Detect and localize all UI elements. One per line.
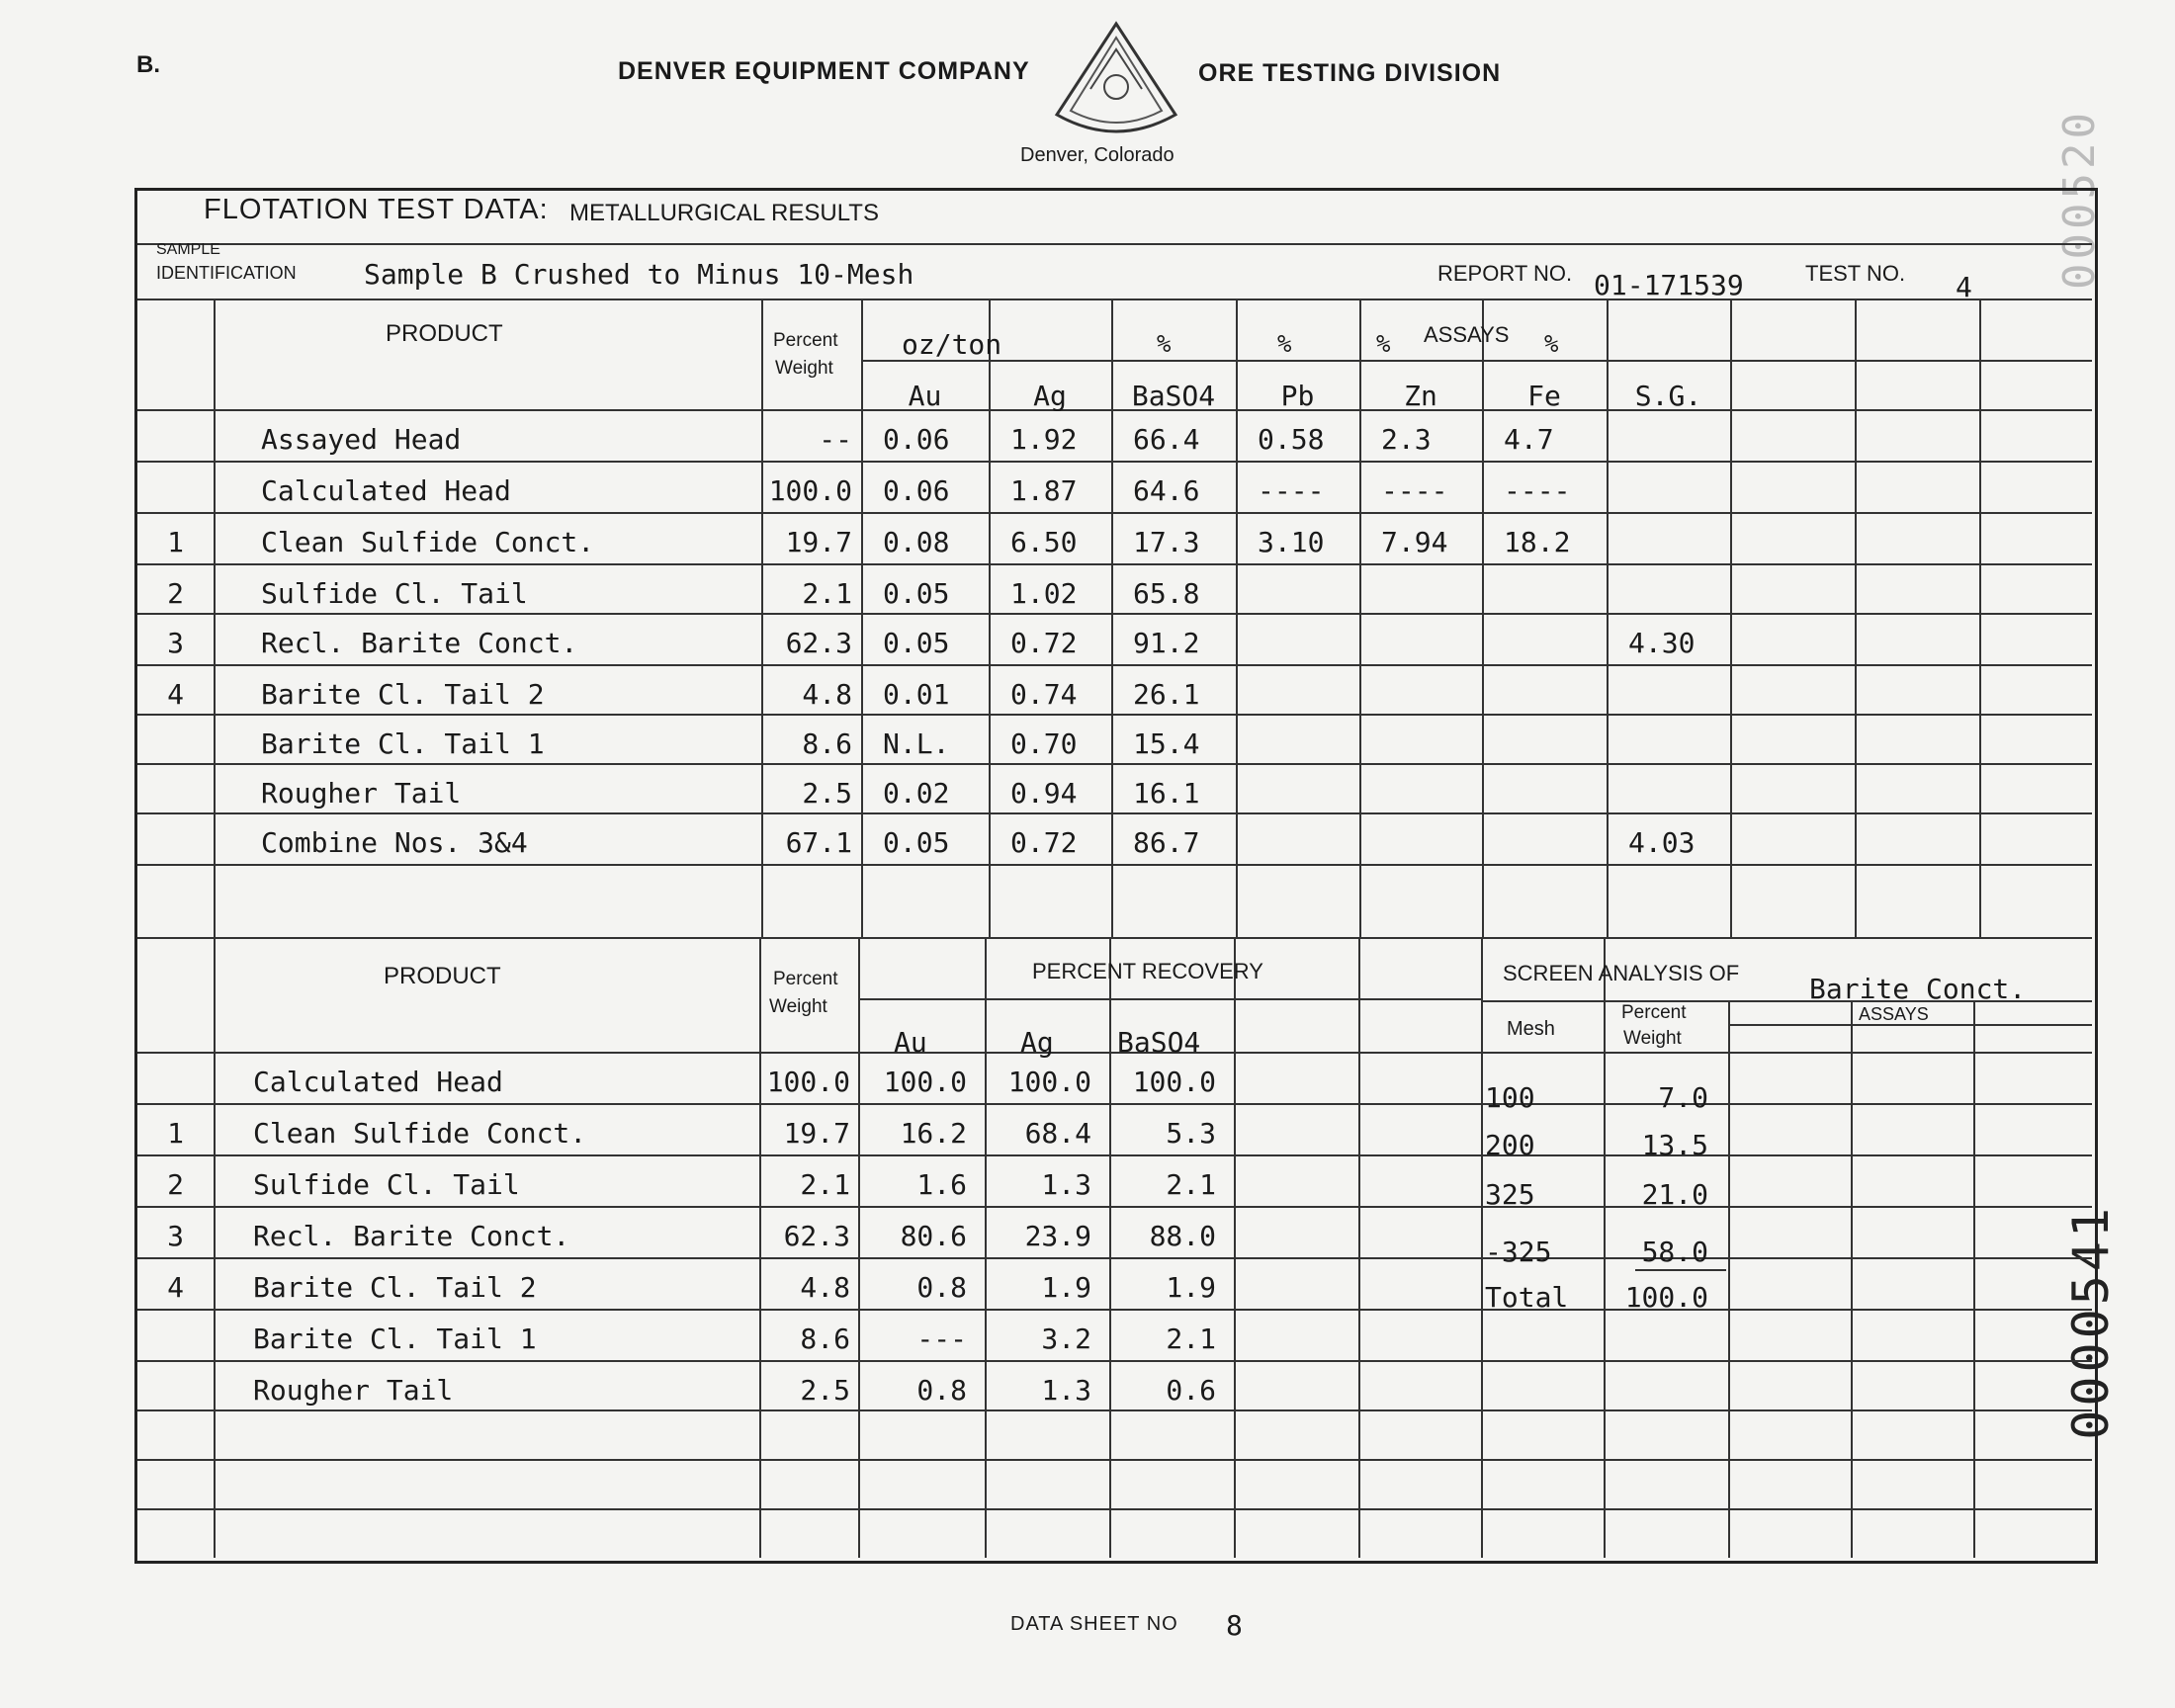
assay-col-pb: Pb	[1280, 380, 1315, 412]
product-name: Clean Sulfide Conct.	[253, 1117, 587, 1150]
assay-sg: 4.03	[1628, 826, 1696, 859]
assay-col-ag: Ag	[1033, 380, 1067, 412]
data-sheet-number: 8	[1226, 1609, 1243, 1642]
assay-ag: 0.72	[1010, 826, 1078, 859]
product-name: Assayed Head	[261, 423, 462, 456]
row-number: 2	[167, 577, 184, 610]
stamp-side-number: 0000541	[2062, 1204, 2120, 1440]
assay-baso4: 16.1	[1133, 777, 1200, 810]
assay-ag: 0.70	[1010, 727, 1078, 760]
assay-au: N.L.	[883, 727, 950, 760]
assay-fe: 4.7	[1504, 423, 1554, 456]
assay-fe: 18.2	[1504, 526, 1571, 558]
assay-baso4: 15.4	[1133, 727, 1200, 760]
assay-zn: ----	[1381, 474, 1448, 507]
percent-weight: 4.8	[802, 678, 852, 711]
assay-sg: 4.30	[1628, 627, 1696, 659]
title-sub: METALLURGICAL RESULTS	[569, 200, 879, 226]
recovery-baso4: 5.3	[1166, 1117, 1216, 1150]
recovery-au: 1.6	[916, 1168, 967, 1201]
product-name: Recl. Barite Conct.	[261, 627, 578, 659]
product-name: Recl. Barite Conct.	[253, 1220, 570, 1252]
recovery-au: 0.8	[916, 1271, 967, 1304]
assay-pb: 3.10	[1258, 526, 1325, 558]
product-name: Barite Cl. Tail 2	[261, 678, 545, 711]
assay-fe: ----	[1504, 474, 1571, 507]
company-name: DENVER EQUIPMENT COMPANY	[618, 57, 1030, 85]
percent-weight: 100.0	[768, 474, 852, 507]
assay-au: 0.05	[883, 627, 950, 659]
assay-ag: 0.94	[1010, 777, 1078, 810]
percent-weight: 62.3	[783, 1220, 850, 1252]
recovery-au: 80.6	[900, 1220, 967, 1252]
sample-label: SAMPLE	[156, 241, 220, 258]
percent-weight: 8.6	[802, 727, 852, 760]
assay-product-header: PRODUCT	[386, 320, 503, 347]
assay-baso4: 65.8	[1133, 577, 1200, 610]
recovery-col-baso4: BaSO4	[1117, 1026, 1201, 1059]
company-location: Denver, Colorado	[1020, 144, 1174, 166]
assay-baso4: 66.4	[1133, 423, 1200, 456]
recovery-baso4: 2.1	[1166, 1323, 1216, 1355]
percent-weight: 19.7	[783, 1117, 850, 1150]
assay-baso4: 91.2	[1133, 627, 1200, 659]
recovery-weight-label: Weight	[769, 996, 827, 1017]
report-label: REPORT NO.	[1437, 261, 1573, 286]
assay-zn: 2.3	[1381, 423, 1432, 456]
mesh-header: Mesh	[1507, 1018, 1555, 1040]
assay-baso4: 86.7	[1133, 826, 1200, 859]
product-name: Barite Cl. Tail 1	[253, 1323, 537, 1355]
assay-col-baso4: BaSO4	[1131, 380, 1216, 412]
recovery-col-au: Au	[894, 1026, 927, 1059]
screen-percent-label: Percent	[1621, 1002, 1687, 1023]
percent-weight: 4.8	[800, 1271, 850, 1304]
identification-label: IDENTIFICATION	[156, 263, 297, 283]
assay-pb: 0.58	[1258, 423, 1325, 456]
recovery-ag: 1.3	[1041, 1374, 1091, 1407]
recovery-ag: 1.9	[1041, 1271, 1091, 1304]
assay-au: 0.02	[883, 777, 950, 810]
assay-au: 0.06	[883, 423, 950, 456]
percent-weight: 67.1	[785, 826, 852, 859]
assay-col-sg.: S.G.	[1634, 380, 1702, 412]
division-name: ORE TESTING DIVISION	[1198, 59, 1502, 87]
assay-ag: 1.87	[1010, 474, 1078, 507]
screen-percent-weight: 7.0	[1658, 1081, 1708, 1114]
screen-mesh: 325	[1485, 1178, 1535, 1211]
product-name: Combine Nos. 3&4	[261, 826, 528, 859]
assay-ag: 1.92	[1010, 423, 1078, 456]
percent-weight: 2.1	[800, 1168, 850, 1201]
percent-weight: 8.6	[800, 1323, 850, 1355]
assay-au: 0.01	[883, 678, 950, 711]
assay-baso4: 64.6	[1133, 474, 1200, 507]
test-label: TEST NO.	[1805, 261, 1906, 286]
recovery-au: 100.0	[883, 1066, 967, 1098]
assay-pb: ----	[1258, 474, 1325, 507]
unit-oz-ton: oz/ton	[902, 328, 1002, 361]
unit-percent: %	[1544, 330, 1559, 358]
product-name: Barite Cl. Tail 1	[261, 727, 545, 760]
stamp-top-number: 000520	[2054, 109, 2105, 290]
recovery-baso4: 88.0	[1149, 1220, 1216, 1252]
row-number: 1	[167, 1117, 184, 1150]
screen-percent-weight: 21.0	[1641, 1178, 1708, 1211]
assay-ag: 0.74	[1010, 678, 1078, 711]
recovery-baso4: 0.6	[1166, 1374, 1216, 1407]
recovery-ag: 68.4	[1024, 1117, 1091, 1150]
screen-analysis-header: SCREEN ANALYSIS OF	[1503, 961, 1740, 985]
row-number: 2	[167, 1168, 184, 1201]
assay-ag: 1.02	[1010, 577, 1078, 610]
percent-weight: 19.7	[785, 526, 852, 558]
product-name: Calculated Head	[253, 1066, 503, 1098]
screen-assays-header: ASSAYS	[1859, 1004, 1929, 1024]
recovery-au: 16.2	[900, 1117, 967, 1150]
product-name: Sulfide Cl. Tail	[253, 1168, 520, 1201]
unit-percent: %	[1157, 330, 1172, 358]
assay-zn: 7.94	[1381, 526, 1448, 558]
screen-mesh: 100	[1485, 1081, 1535, 1114]
percent-weight: 62.3	[785, 627, 852, 659]
product-name: Barite Cl. Tail 2	[253, 1271, 537, 1304]
percent-recovery-header: PERCENT RECOVERY	[1032, 959, 1263, 983]
percent-weight: 100.0	[766, 1066, 850, 1098]
percent-weight: 2.5	[802, 777, 852, 810]
row-number: 3	[167, 1220, 184, 1252]
screen-mesh: Total	[1485, 1281, 1569, 1314]
percent-weight: 2.1	[802, 577, 852, 610]
row-number: 1	[167, 526, 184, 558]
sample-identification: Sample B Crushed to Minus 10-Mesh	[364, 258, 914, 291]
row-number: 4	[167, 1271, 184, 1304]
assay-col-zn: Zn	[1404, 380, 1437, 412]
unit-percent: %	[1376, 330, 1391, 358]
product-name: Rougher Tail	[261, 777, 462, 810]
row-number: 4	[167, 678, 184, 711]
recovery-ag: 100.0	[1007, 1066, 1091, 1098]
recovery-ag: 23.9	[1024, 1220, 1091, 1252]
assay-ag: 6.50	[1010, 526, 1078, 558]
corner-mark: B.	[136, 51, 160, 78]
recovery-col-ag: Ag	[1020, 1026, 1054, 1059]
assay-col-au: Au	[908, 380, 942, 412]
screen-analysis-subject: Barite Conct.	[1809, 973, 2027, 1005]
assay-baso4: 26.1	[1133, 678, 1200, 711]
title-main: FLOTATION TEST DATA:	[204, 194, 549, 225]
company-logo-icon	[1051, 20, 1181, 140]
recovery-baso4: 1.9	[1166, 1271, 1216, 1304]
screen-mesh: 200	[1485, 1129, 1535, 1161]
recovery-au: ---	[916, 1323, 967, 1355]
product-name: Calculated Head	[261, 474, 511, 507]
screen-percent-weight: 58.0	[1641, 1236, 1708, 1268]
recovery-ag: 1.3	[1041, 1168, 1091, 1201]
data-sheet-label: DATA SHEET NO	[1010, 1613, 1178, 1635]
recovery-product-header: PRODUCT	[384, 963, 501, 989]
recovery-baso4: 2.1	[1166, 1168, 1216, 1201]
assay-ag: 0.72	[1010, 627, 1078, 659]
row-number: 3	[167, 627, 184, 659]
test-number: 4	[1956, 271, 1972, 303]
screen-weight-label: Weight	[1623, 1028, 1682, 1049]
recovery-percent-label: Percent	[773, 969, 838, 989]
screen-percent-weight: 100.0	[1624, 1281, 1708, 1314]
report-number: 01-171539	[1594, 269, 1744, 301]
product-name: Rougher Tail	[253, 1374, 454, 1407]
assay-weight-label: Weight	[775, 358, 833, 379]
assay-percent-label: Percent	[773, 330, 838, 351]
assay-au: 0.06	[883, 474, 950, 507]
recovery-baso4: 100.0	[1132, 1066, 1216, 1098]
recovery-au: 0.8	[916, 1374, 967, 1407]
percent-weight: 2.5	[800, 1374, 850, 1407]
assay-baso4: 17.3	[1133, 526, 1200, 558]
assays-header: ASSAYS	[1424, 322, 1510, 347]
product-name: Sulfide Cl. Tail	[261, 577, 528, 610]
assay-au: 0.05	[883, 826, 950, 859]
assay-au: 0.05	[883, 577, 950, 610]
screen-percent-weight: 13.5	[1641, 1129, 1708, 1161]
unit-percent: %	[1277, 330, 1292, 358]
assay-col-fe: Fe	[1527, 380, 1561, 412]
product-name: Clean Sulfide Conct.	[261, 526, 595, 558]
recovery-ag: 3.2	[1041, 1323, 1091, 1355]
assay-au: 0.08	[883, 526, 950, 558]
percent-weight: --	[819, 423, 852, 456]
screen-mesh: -325	[1485, 1236, 1552, 1268]
